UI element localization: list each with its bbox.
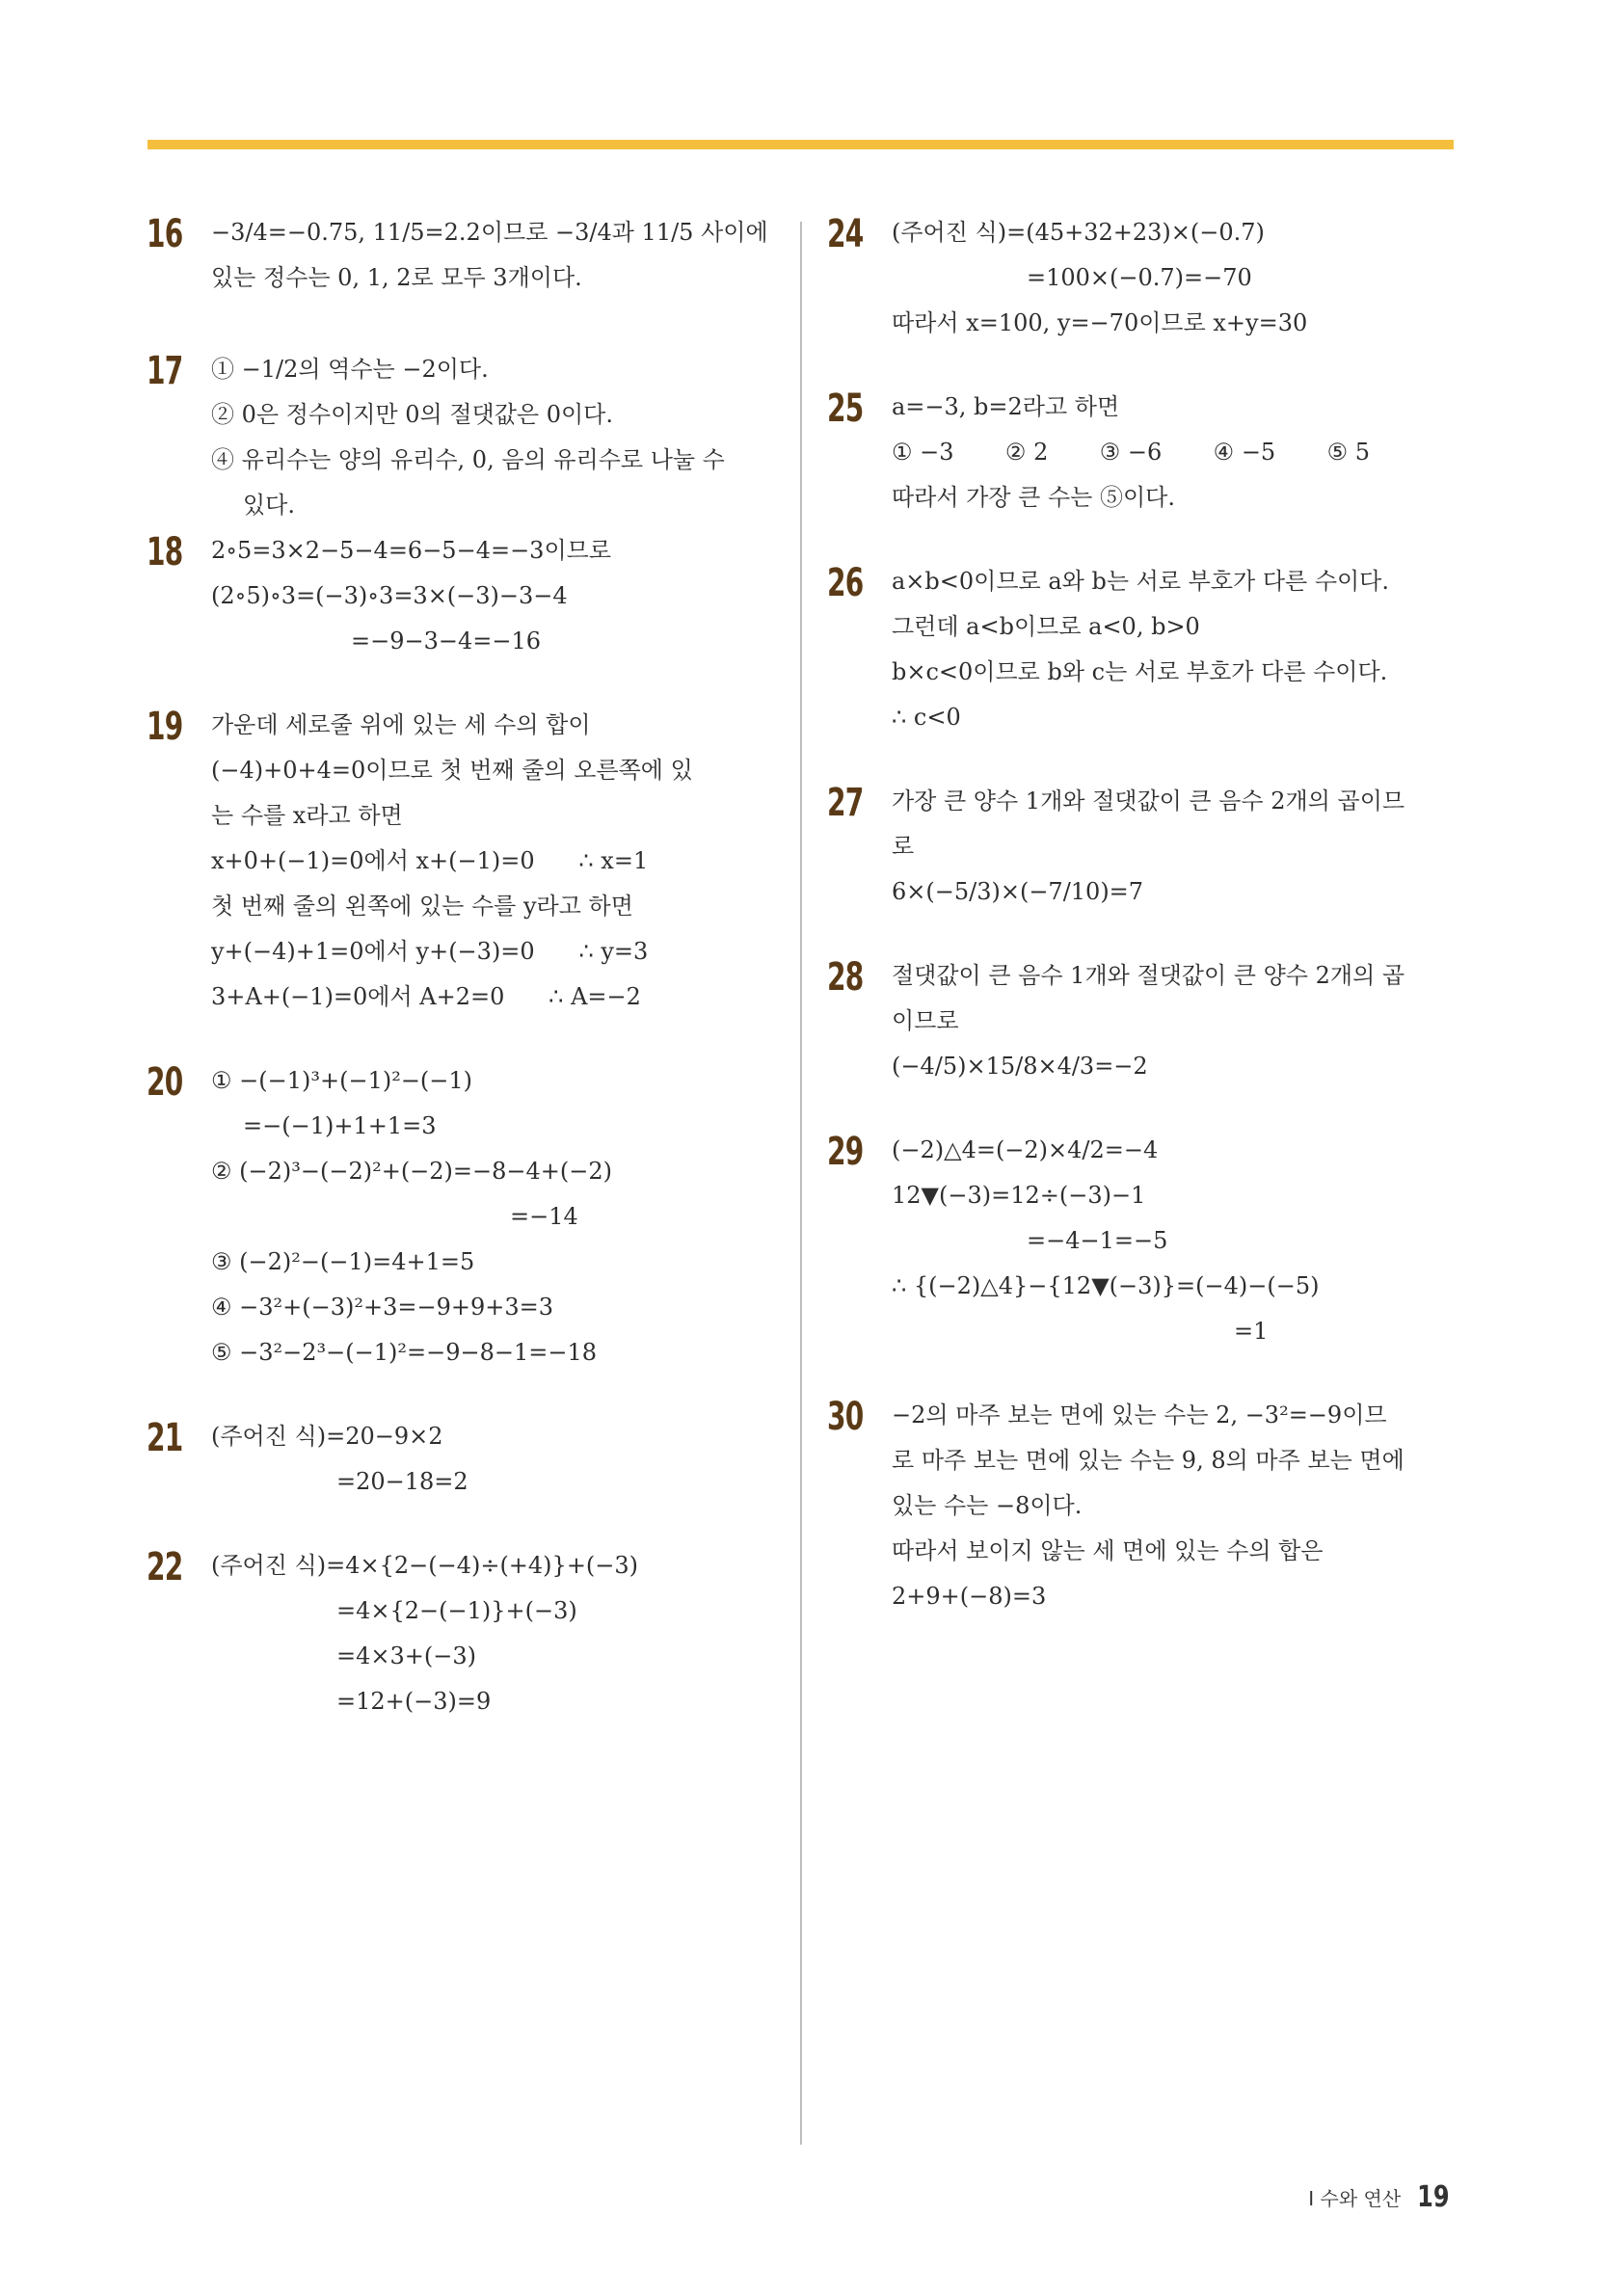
- problem-number: 29: [827, 1130, 864, 1174]
- solution-line: (주어진 식)=4×{2−(−4)÷(+4)}+(−3): [211, 1552, 639, 1579]
- solution-line: 로 마주 보는 면에 있는 수는 9, 8의 마주 보는 면에: [892, 1447, 1404, 1474]
- problem-number: 18: [147, 530, 183, 574]
- solution-line: 절댓값이 큰 음수 1개와 절댓값이 큰 양수 2개의 곱: [892, 962, 1405, 989]
- solution-line: 따라서 x=100, y=−70이므로 x+y=30: [892, 309, 1308, 336]
- problem-number: 17: [147, 349, 183, 393]
- problem-26: [827, 559, 1463, 740]
- section-title: I 수와 연산: [1308, 2187, 1402, 2210]
- solution-line: 따라서 가장 큰 수는 ⑤이다.: [892, 484, 1175, 511]
- problem-number: 25: [827, 387, 864, 431]
- problem-number: 20: [147, 1060, 183, 1105]
- problem-30: [827, 1393, 1463, 1619]
- solution-line: 2∘5=3×2−5−4=6−5−4=−3이므로: [211, 537, 611, 564]
- solution-line: x+0+(−1)=0에서 x+(−1)=0 ∴ x=1: [211, 847, 649, 874]
- solution-line: =4×3+(−3): [336, 1642, 476, 1669]
- solution-line: 3+A+(−1)=0에서 A+2=0 ∴ A=−2: [211, 983, 641, 1010]
- solution-line: ④ 유리수는 양의 유리수, 0, 음의 유리수로 나눌 수: [211, 446, 725, 473]
- solution-line: (−4)+0+4=0이므로 첫 번째 줄의 오른쪽에 있: [211, 757, 693, 784]
- top-accent-bar: [147, 140, 1454, 149]
- solution-line: 6×(−5/3)×(−7/10)=7: [892, 878, 1144, 905]
- solution-line: =−4−1=−5: [1027, 1227, 1168, 1254]
- solution-line: 있는 정수는 0, 1, 2로 모두 3개이다.: [211, 264, 582, 291]
- solution-line: =20−18=2: [336, 1468, 468, 1495]
- solution-line: ② (−2)³−(−2)²+(−2)=−8−4+(−2): [211, 1158, 613, 1185]
- solution-line: 있는 수는 −8이다.: [892, 1492, 1083, 1519]
- problem-20: [147, 1058, 783, 1375]
- left-column: [147, 210, 783, 1763]
- solution-line: =−14: [510, 1203, 578, 1230]
- solution-line: 그런데 a<b이므로 a<0, b>0: [892, 613, 1200, 640]
- problem-number: 24: [827, 212, 864, 256]
- problem-number: 30: [827, 1395, 864, 1439]
- solution-line: (주어진 식)=(45+32+23)×(−0.7): [892, 219, 1265, 246]
- problem-number: 22: [147, 1545, 183, 1589]
- solution-line: −2의 마주 보는 면에 있는 수는 2, −3²=−9이므: [892, 1402, 1387, 1428]
- problem-28: [827, 953, 1463, 1089]
- solution-line: =−(−1)+1+1=3: [243, 1112, 437, 1139]
- solution-line: ∴ c<0: [892, 704, 961, 731]
- solution-line: ① −1/2의 역수는 −2이다.: [211, 356, 489, 383]
- problem-number: 21: [147, 1416, 183, 1460]
- problem-24: [827, 210, 1463, 346]
- solution-line: 이므로: [892, 1007, 959, 1034]
- solution-line: ① −3 ② 2 ③ −6 ④ −5 ⑤ 5: [892, 439, 1371, 466]
- problem-17: [147, 347, 783, 528]
- solution-line: ③ (−2)²−(−1)=4+1=5: [211, 1248, 475, 1275]
- solution-line: 따라서 보이지 않는 세 면에 있는 수의 합은: [892, 1537, 1324, 1564]
- solution-line: ④ −3²+(−3)²+3=−9+9+3=3: [211, 1294, 553, 1321]
- solution-line: ② 0은 정수이지만 0의 절댓값은 0이다.: [211, 401, 613, 428]
- solution-line: a×b<0이므로 a와 b는 서로 부호가 다른 수이다.: [892, 568, 1389, 595]
- solution-line: 가운데 세로줄 위에 있는 세 수의 합이: [211, 711, 591, 738]
- solution-line: y+(−4)+1=0에서 y+(−3)=0 ∴ y=3: [211, 938, 649, 965]
- column-divider: [800, 222, 802, 2145]
- solution-line: (−2)△4=(−2)×4/2=−4: [892, 1136, 1159, 1163]
- solution-line: ∴ {(−2)△4}−{12▼(−3)}=(−4)−(−5): [892, 1272, 1320, 1299]
- solution-line: 는 수를 x라고 하면: [211, 802, 403, 829]
- solution-line: 첫 번째 줄의 왼쪽에 있는 수를 y라고 하면: [211, 893, 633, 920]
- solution-line: =12+(−3)=9: [336, 1688, 492, 1715]
- problem-16: [147, 210, 783, 301]
- solution-line: 있다.: [243, 492, 295, 519]
- problem-22: [147, 1543, 783, 1724]
- solution-line: =100×(−0.7)=−70: [1027, 264, 1252, 291]
- solution-line: 로: [892, 833, 915, 860]
- problem-19: [147, 703, 783, 1020]
- problem-number: 19: [147, 705, 183, 749]
- solution-line: =−9−3−4=−16: [351, 627, 542, 654]
- solution-line: a=−3, b=2라고 하면: [892, 393, 1120, 420]
- problem-27: [827, 779, 1463, 915]
- solution-line: =4×{2−(−1)}+(−3): [336, 1597, 577, 1624]
- problem-number: 28: [827, 955, 864, 1000]
- solution-line: ① −(−1)³+(−1)²−(−1): [211, 1067, 473, 1094]
- solution-line: (주어진 식)=20−9×2: [211, 1423, 443, 1450]
- problem-29: [827, 1128, 1463, 1354]
- problem-21: [147, 1414, 783, 1505]
- right-column: [827, 210, 1463, 1658]
- solution-line: −3/4=−0.75, 11/5=2.2이므로 −3/4과 11/5 사이에: [211, 219, 768, 246]
- solution-line: 가장 큰 양수 1개와 절댓값이 큰 음수 2개의 곱이므: [892, 788, 1405, 814]
- solution-line: 12▼(−3)=12÷(−3)−1: [892, 1182, 1146, 1209]
- solution-line: =1: [1234, 1318, 1269, 1345]
- problem-number: 26: [827, 561, 864, 605]
- solution-line: 2+9+(−8)=3: [892, 1583, 1047, 1610]
- solution-line: (2∘5)∘3=(−3)∘3=3×(−3)−3−4: [211, 582, 568, 609]
- problem-number: 27: [827, 781, 864, 825]
- problem-number: 16: [147, 212, 183, 256]
- problem-25: [827, 385, 1463, 521]
- solution-line: (−4/5)×15/8×4/3=−2: [892, 1053, 1148, 1080]
- solution-line: ⑤ −3²−2³−(−1)²=−9−8−1=−18: [211, 1339, 597, 1366]
- page-footer: [1308, 2180, 1454, 2214]
- problem-18: [147, 528, 783, 664]
- solution-line: b×c<0이므로 b와 c는 서로 부호가 다른 수이다.: [892, 658, 1388, 685]
- page-number: 19: [1417, 2180, 1450, 2214]
